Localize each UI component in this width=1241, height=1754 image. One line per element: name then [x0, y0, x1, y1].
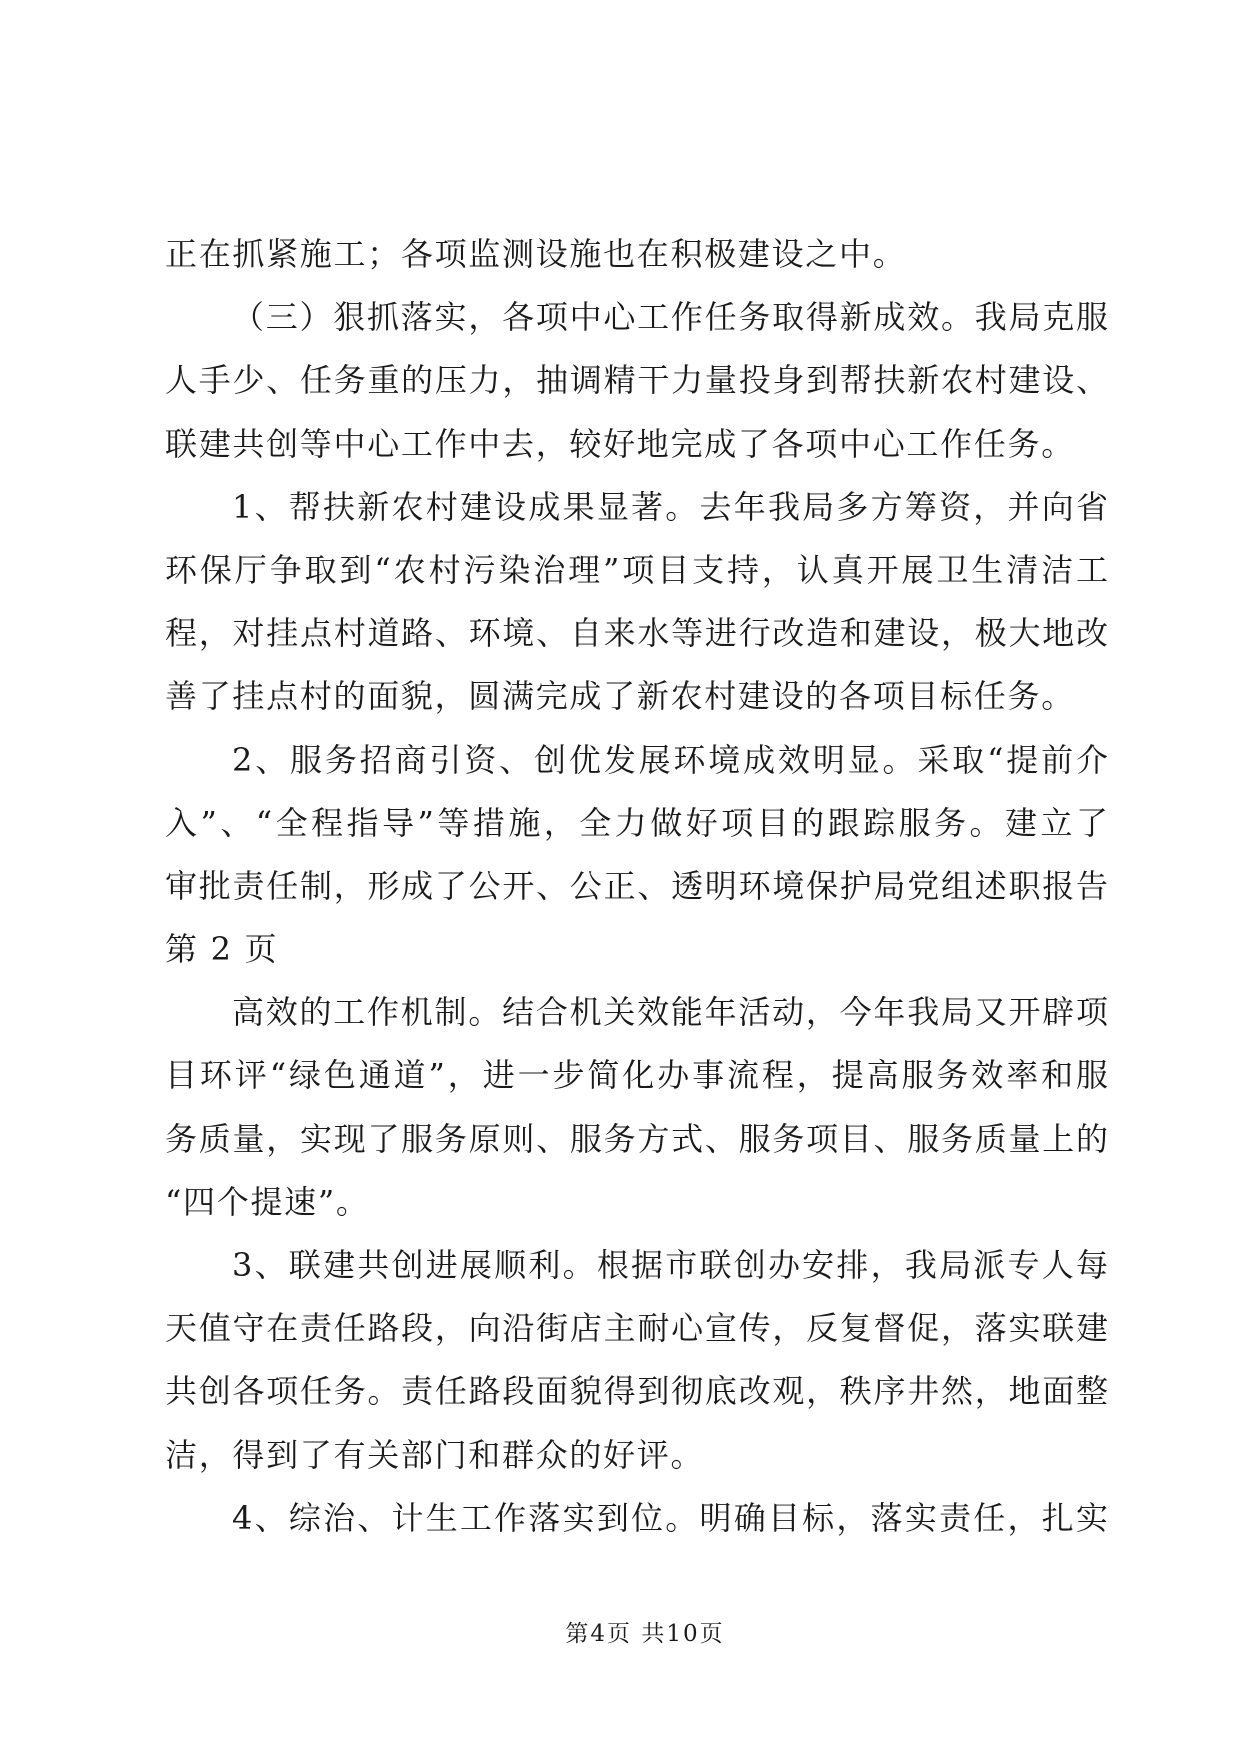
text-line: 天值守在责任路段，向沿街店主耐心宣传，反复督促，落实联建: [165, 1309, 1108, 1348]
paragraph: [165, 223, 1108, 286]
text-line: 3、联建共创进展顺利。根据市联创办安排，我局派专人每: [232, 1246, 1108, 1284]
paragraph: [165, 981, 1108, 1234]
text-line: 目环评“绿色通道”，进一步简化办事流程，提高服务效率和服: [165, 1056, 1108, 1095]
paragraph: [165, 729, 1108, 982]
text-line: （三）狠抓落实，各项中心工作任务取得新成效。我局克服: [232, 298, 1108, 337]
text-line: 善了挂点村的面貌，圆满完成了新农村建设的各项目标任务。: [165, 677, 1075, 716]
document-body: [165, 223, 1108, 1550]
paragraph: [165, 1487, 1108, 1550]
text-line: 审批责任制，形成了公开、公正、透明环境保护局党组述职报告: [165, 866, 1108, 905]
page-footer: 第4页 共10页: [565, 1621, 725, 1647]
text-line: 正在抓紧施工；各项监测设施也在积极建设之中。: [165, 235, 907, 273]
paragraph: [165, 476, 1108, 729]
paragraph: [165, 1234, 1108, 1487]
text-line: 1、帮扶新农村建设成果显著。去年我局多方筹资，并向省: [232, 487, 1108, 526]
text-line: 4、综治、计生工作落实到位。明确目标，落实责任，扎实: [232, 1498, 1108, 1537]
text-line: 共创各项任务。责任路段面貌得到彻底改观，秩序井然，地面整: [165, 1372, 1108, 1411]
text-line: “四个提速”。: [165, 1182, 370, 1221]
text-line: 入”、“全程指导”等措施，全力做好项目的跟踪服务。建立了: [165, 803, 1108, 842]
text-line: 高效的工作机制。结合机关效能年活动，今年我局又开辟项: [232, 993, 1108, 1032]
text-line: 环保厅争取到“农村污染治理”项目支持，认真开展卫生清洁工: [165, 550, 1108, 589]
text-line: 程，对挂点村道路、环境、自来水等进行改造和建设，极大地改: [165, 614, 1108, 653]
text-line: 洁，得到了有关部门和群众的好评。: [165, 1435, 705, 1474]
paragraph: [165, 286, 1108, 476]
text-line: 第 2 页: [165, 930, 279, 969]
text-line: 联建共创等中心工作中去，较好地完成了各项中心工作任务。: [165, 424, 1075, 463]
text-line: 2、服务招商引资、创优发展环境成效明显。采取“提前介: [232, 740, 1108, 779]
text-line: 人手少、任务重的压力，抽调精干力量投身到帮扶新农村建设、: [165, 361, 1108, 400]
text-line: 务质量，实现了服务原则、服务方式、服务项目、服务质量上的: [165, 1119, 1108, 1158]
